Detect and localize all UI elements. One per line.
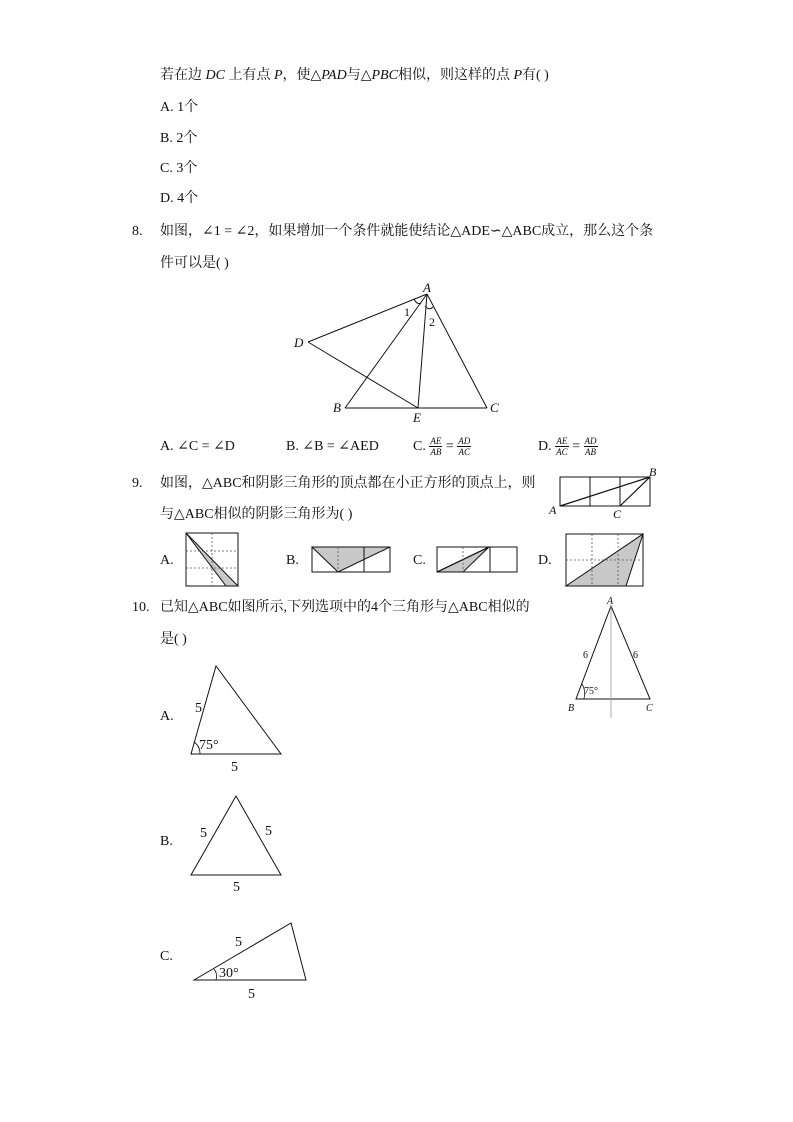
q7-option-c[interactable]: C. 3个	[160, 161, 198, 176]
q9-stem-line2: 与△ABC相似的阴影三角形为( )	[160, 507, 353, 522]
svg-text:5: 5	[248, 987, 255, 1002]
q8-option-d[interactable]: D. $\frac{AE}{AC}$ = $\frac{AD}{AB}$	[538, 436, 597, 458]
q10-ref-side-left: 6	[583, 650, 588, 661]
q8-label-E: E	[413, 410, 421, 425]
q10-ref-label-B: B	[568, 703, 575, 714]
q8-optd-frac1: $\frac{AE}{AC}$	[556, 436, 568, 458]
q8-optc-frac2: $\frac{AD}{AC}$	[458, 436, 471, 458]
q10-option-c-triangle	[194, 923, 306, 1002]
svg-text:5: 5	[265, 824, 272, 839]
q7-option-a[interactable]: A. 1个	[160, 100, 199, 115]
q8-optd-frac2: $\frac{AD}{AB}$	[584, 436, 597, 458]
q9-label-A: A	[549, 503, 557, 517]
q10-stem-line1: 已知△ABC如图所示,下列选项中的4个三角形与△ABC相似的	[160, 600, 530, 615]
q10-stem-line2: 是( )	[160, 632, 187, 647]
q8-label-B: B	[333, 400, 341, 415]
q8-number: 8.	[132, 224, 143, 239]
svg-text:5: 5	[235, 935, 242, 950]
q8-label-1: 1	[404, 305, 410, 319]
q10-ref-label-A: A	[607, 596, 614, 607]
q8-option-c[interactable]: C. $\frac{AE}{AB}$ = $\frac{AD}{AC}$	[413, 436, 471, 458]
q8-label-D: D	[294, 335, 304, 350]
q9-option-c[interactable]: C.	[413, 553, 426, 568]
q10-option-a-triangle	[191, 666, 281, 775]
q8-label-C: C	[490, 400, 499, 415]
q8-option-b[interactable]: B. ∠B = ∠AED	[286, 439, 379, 454]
q10-option-b-triangle	[191, 796, 281, 895]
q8-label-A: A	[423, 280, 431, 295]
q7-option-b[interactable]: B. 2个	[160, 131, 198, 146]
q7-option-d[interactable]: D. 4个	[160, 191, 199, 206]
q9-option-d[interactable]: D.	[538, 553, 552, 568]
q10-ref-side-right: 6	[633, 650, 638, 661]
q9-option-b[interactable]: B.	[286, 553, 299, 568]
q9-option-a[interactable]: A.	[160, 553, 174, 568]
q9-label-B: B	[649, 465, 657, 479]
q10-option-a[interactable]: A.	[160, 709, 174, 724]
svg-text:5: 5	[233, 880, 240, 895]
q8-stem-line2: 件可以是( )	[160, 256, 229, 271]
q10-number: 10.	[132, 600, 150, 615]
q10-ref-angle: 75°	[584, 686, 598, 697]
q9-number: 9.	[132, 476, 143, 491]
q8-optc-frac1: $\frac{AE}{AB}$	[430, 436, 442, 458]
q8-label-2: 2	[429, 315, 435, 329]
q10-option-c[interactable]: C.	[160, 949, 173, 964]
svg-text:5: 5	[231, 760, 238, 775]
q7-stem: 若在边 DC 上有点 P，使△PAD与△PBC相似，则这样的点 P有( )	[160, 68, 549, 83]
q10-option-b[interactable]: B.	[160, 834, 173, 849]
svg-text:30°: 30°	[219, 966, 239, 981]
svg-text:5: 5	[195, 701, 202, 716]
q10-ref-label-C: C	[646, 703, 653, 714]
q8-option-a[interactable]: A. ∠C = ∠D	[160, 439, 235, 454]
q9-stem-line1: 如图，△ABC和阴影三角形的顶点都在小正方形的顶点上，则	[160, 476, 536, 491]
svg-text:75°: 75°	[199, 738, 219, 753]
q10-reference-triangle	[568, 596, 653, 718]
q8-stem-line1: 如图，∠1 = ∠2，如果增加一个条件就能使结论△ADE∽△ABC成立，那么这个条	[160, 224, 654, 239]
q9-label-C: C	[613, 507, 622, 521]
svg-text:5: 5	[200, 826, 207, 841]
